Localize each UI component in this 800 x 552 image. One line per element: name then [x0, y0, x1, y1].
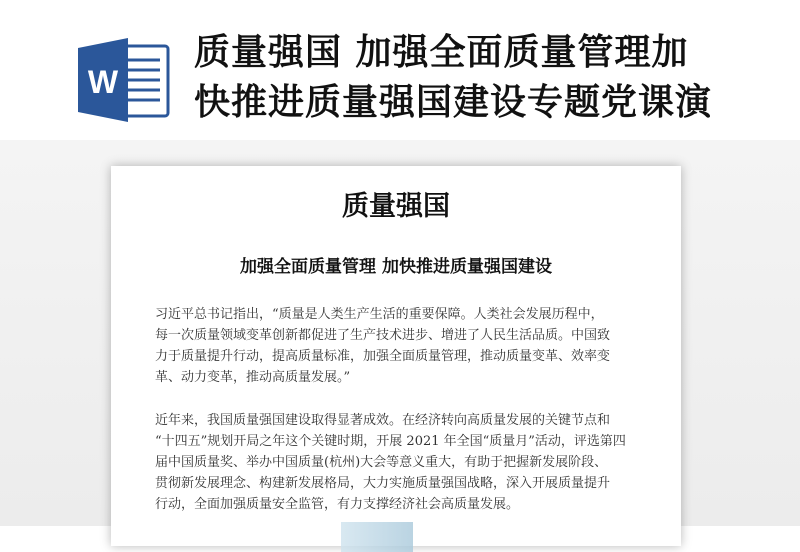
paragraph-2 [155, 410, 645, 515]
header-title-line-1: 质量强国 加强全面质量管理加 [194, 32, 689, 73]
header-banner [0, 0, 800, 140]
header-title-line-2: 快推进质量强国建设专题党课演 [194, 82, 713, 123]
word-icon-letter: W [87, 64, 119, 100]
paragraph-line: 革、动力变革，推动高质量发展。” [155, 370, 351, 385]
embedded-image-edge [341, 522, 413, 552]
paragraph-line: 力于质量提升行动，提高质量标准，加强全面质量管理，推动质量变革、效率变 [155, 349, 611, 364]
paragraph-line: 贯彻新发展理念、构建新发展格局，大力实施质量强国战略，深入开展质量提升 [155, 476, 611, 491]
document-page [111, 166, 681, 546]
header-title [194, 28, 754, 128]
paragraph-line: “十四五”规划开局之年这个关键时期，开展 2021 年全国“质量月”活动，评选第四 [155, 434, 626, 449]
paragraph-line: 届中国质量奖、举办中国质量(杭州)大会等意义重大，有助于把握新发展阶段、 [155, 455, 608, 470]
document-title: 质量强国 [342, 191, 450, 222]
paragraph-1 [155, 304, 645, 388]
paragraph-line: 习近平总书记指出，“质量是人类生产生活的重要保障。人类社会发展历程中， [155, 307, 604, 322]
paragraph-line: 近年来，我国质量强国建设取得显著成效。在经济转向高质量发展的关键节点和 [155, 413, 611, 428]
paragraph-line: 行动，全面加强质量安全监管，有力支撑经济社会高质量发展。 [155, 497, 520, 512]
word-icon [76, 38, 172, 122]
paragraph-line: 每一次质量领域变革创新都促进了生产技术进步、增进了人民生活品质。中国致 [155, 328, 611, 343]
document-subtitle: 加强全面质量管理 加快推进质量强国建设 [240, 257, 552, 277]
